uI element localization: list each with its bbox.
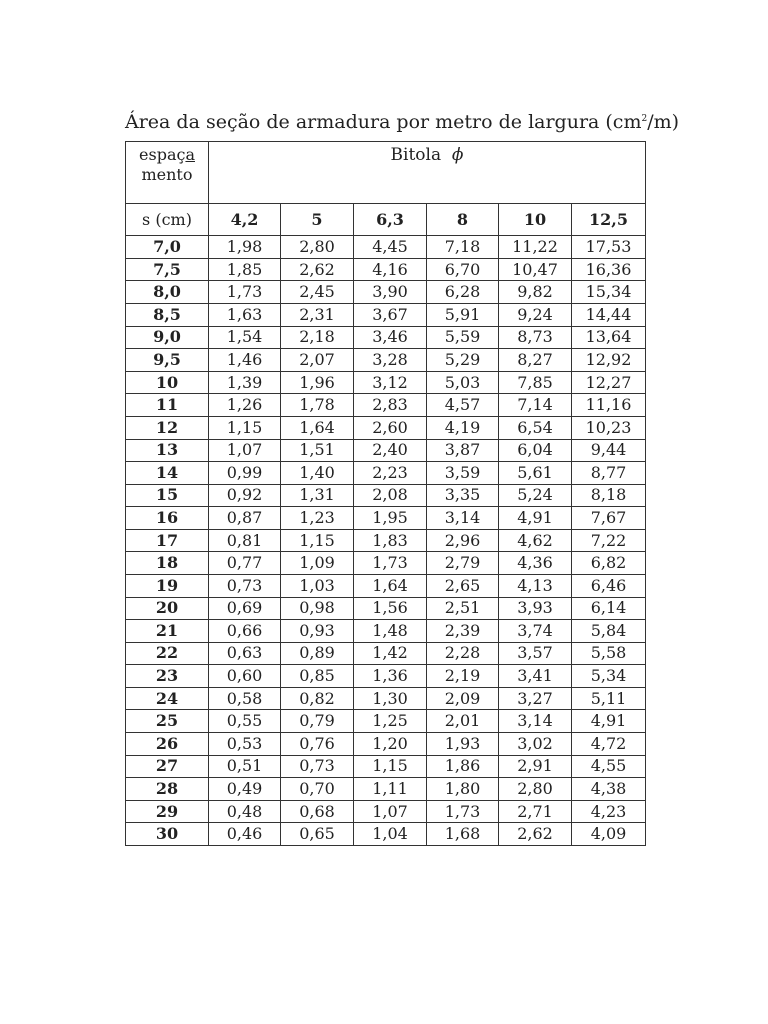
title-superscript: 2 [641,114,648,124]
area-cell: 15,34 [572,281,646,304]
area-cell: 4,72 [572,733,646,756]
area-cell: 1,15 [354,755,427,778]
area-cell: 1,11 [354,778,427,801]
area-cell: 14,44 [572,304,646,327]
area-cell: 0,77 [209,552,281,575]
table-body [126,236,646,846]
area-cell: 2,96 [427,529,499,552]
table-row [126,687,646,710]
area-cell: 1,64 [354,574,427,597]
area-cell: 2,62 [499,823,572,846]
table-row [126,258,646,281]
area-cell: 0,79 [281,710,354,733]
area-cell: 1,03 [281,574,354,597]
area-cell: 1,39 [209,371,281,394]
area-cell: 1,31 [281,484,354,507]
spacing-cell: 11 [126,394,209,417]
table-row [126,800,646,823]
area-cell: 1,96 [281,371,354,394]
area-cell: 17,53 [572,236,646,259]
area-cell: 0,58 [209,687,281,710]
table-row [126,529,646,552]
area-cell: 2,79 [427,552,499,575]
area-cell: 0,68 [281,800,354,823]
area-cell: 3,14 [427,507,499,530]
spacing-cell: 21 [126,620,209,643]
area-cell: 0,70 [281,778,354,801]
area-cell: 1,30 [354,687,427,710]
area-cell: 10,47 [499,258,572,281]
area-cell: 6,04 [499,439,572,462]
phi-symbol: ϕ [451,145,464,165]
area-cell: 0,53 [209,733,281,756]
spacing-cell: 25 [126,710,209,733]
area-cell: 8,73 [499,326,572,349]
area-cell: 5,29 [427,349,499,372]
area-cell: 6,70 [427,258,499,281]
diameter-header: 5 [281,204,354,236]
spacing-cell: 14 [126,462,209,485]
area-cell: 2,80 [281,236,354,259]
area-cell: 6,46 [572,574,646,597]
spacing-cell: 12 [126,416,209,439]
spacing-cell: 7,0 [126,236,209,259]
table-row [126,552,646,575]
area-cell: 8,77 [572,462,646,485]
spacing-header-cell: espaça mento [126,142,209,204]
diameter-header: 8 [427,204,499,236]
area-cell: 0,63 [209,642,281,665]
area-cell: 9,24 [499,304,572,327]
area-cell: 1,25 [354,710,427,733]
area-cell: 3,67 [354,304,427,327]
area-cell: 0,73 [281,755,354,778]
area-cell: 5,24 [499,484,572,507]
diameter-header: 12,5 [572,204,646,236]
area-cell: 5,61 [499,462,572,485]
area-cell: 0,92 [209,484,281,507]
area-cell: 6,54 [499,416,572,439]
table-row [126,462,646,485]
area-cell: 0,46 [209,823,281,846]
area-cell: 2,08 [354,484,427,507]
area-cell: 1,36 [354,665,427,688]
area-cell: 0,49 [209,778,281,801]
area-cell: 4,62 [499,529,572,552]
area-cell: 1,85 [209,258,281,281]
table-row [126,755,646,778]
area-cell: 2,31 [281,304,354,327]
spacing-cell: 8,5 [126,304,209,327]
table-row [126,349,646,372]
area-cell: 0,65 [281,823,354,846]
area-cell: 1,23 [281,507,354,530]
area-cell: 2,01 [427,710,499,733]
spacing-cell: 20 [126,597,209,620]
diameter-header: 10 [499,204,572,236]
area-cell: 2,91 [499,755,572,778]
area-cell: 10,23 [572,416,646,439]
area-cell: 6,82 [572,552,646,575]
area-cell: 4,45 [354,236,427,259]
spacing-cell: 10 [126,371,209,394]
area-cell: 9,44 [572,439,646,462]
area-cell: 2,83 [354,394,427,417]
area-cell: 4,55 [572,755,646,778]
area-cell: 4,19 [427,416,499,439]
area-cell: 0,55 [209,710,281,733]
area-cell: 11,22 [499,236,572,259]
spacing-cell: 26 [126,733,209,756]
title-text: Área da seção de armadura por metro de largura (cm [125,111,642,133]
table-row [126,394,646,417]
area-cell: 5,11 [572,687,646,710]
reinforcement-area-table [125,141,646,846]
spacing-cell: 28 [126,778,209,801]
area-cell: 3,27 [499,687,572,710]
area-cell: 12,92 [572,349,646,372]
area-cell: 3,90 [354,281,427,304]
area-cell: 2,40 [354,439,427,462]
area-cell: 0,89 [281,642,354,665]
area-cell: 4,36 [499,552,572,575]
area-cell: 1,73 [427,800,499,823]
spacing-cell: 7,5 [126,258,209,281]
area-cell: 1,98 [209,236,281,259]
area-cell: 3,87 [427,439,499,462]
spacing-cell: 23 [126,665,209,688]
area-cell: 0,60 [209,665,281,688]
area-cell: 1,54 [209,326,281,349]
spacing-cell: 29 [126,800,209,823]
spacing-cell: 8,0 [126,281,209,304]
area-cell: 3,46 [354,326,427,349]
area-cell: 7,22 [572,529,646,552]
area-cell: 1,40 [281,462,354,485]
area-cell: 4,09 [572,823,646,846]
area-cell: 1,15 [281,529,354,552]
area-cell: 5,58 [572,642,646,665]
table-row [126,236,646,259]
area-cell: 0,51 [209,755,281,778]
bitola-header-cell [209,142,646,204]
area-cell: 3,02 [499,733,572,756]
area-cell: 4,38 [572,778,646,801]
table-row [126,484,646,507]
area-cell: 3,74 [499,620,572,643]
area-cell: 4,23 [572,800,646,823]
area-cell: 3,14 [499,710,572,733]
header-row-top [126,142,646,204]
spacing-cell: 9,0 [126,326,209,349]
spacing-cell: 17 [126,529,209,552]
area-cell: 5,59 [427,326,499,349]
area-cell: 0,98 [281,597,354,620]
table-row [126,574,646,597]
area-cell: 1,48 [354,620,427,643]
spacing-cell: 9,5 [126,349,209,372]
area-cell: 2,39 [427,620,499,643]
table-row [126,416,646,439]
table-row [126,304,646,327]
area-cell: 0,76 [281,733,354,756]
table-row [126,620,646,643]
area-cell: 7,14 [499,394,572,417]
spacing-cell: 27 [126,755,209,778]
area-cell: 1,07 [209,439,281,462]
area-cell: 1,93 [427,733,499,756]
area-cell: 3,28 [354,349,427,372]
table-row [126,733,646,756]
area-cell: 3,57 [499,642,572,665]
spacing-cell: 22 [126,642,209,665]
title-unit-end: /m) [647,111,680,133]
area-cell: 3,35 [427,484,499,507]
table-row [126,665,646,688]
area-cell: 1,80 [427,778,499,801]
area-cell: 1,07 [354,800,427,823]
table-row [126,597,646,620]
diameter-header: 6,3 [354,204,427,236]
area-cell: 7,85 [499,371,572,394]
table-row [126,778,646,801]
table-row [126,371,646,394]
area-cell: 5,03 [427,371,499,394]
area-cell: 4,91 [572,710,646,733]
table-row [126,710,646,733]
bitola-label: Bitola [390,145,442,165]
area-cell: 2,23 [354,462,427,485]
area-cell: 4,13 [499,574,572,597]
table-row [126,823,646,846]
spacing-cell: 18 [126,552,209,575]
area-cell: 13,64 [572,326,646,349]
spacing-cell: 13 [126,439,209,462]
table-row [126,642,646,665]
area-cell: 2,09 [427,687,499,710]
area-cell: 9,82 [499,281,572,304]
area-cell: 1,95 [354,507,427,530]
area-cell: 8,27 [499,349,572,372]
area-cell: 2,18 [281,326,354,349]
area-cell: 12,27 [572,371,646,394]
area-cell: 1,64 [281,416,354,439]
area-cell: 1,09 [281,552,354,575]
table-row [126,439,646,462]
area-cell: 4,16 [354,258,427,281]
area-cell: 0,73 [209,574,281,597]
area-cell: 1,56 [354,597,427,620]
area-cell: 2,80 [499,778,572,801]
area-cell: 0,99 [209,462,281,485]
area-cell: 5,84 [572,620,646,643]
area-cell: 1,46 [209,349,281,372]
area-cell: 11,16 [572,394,646,417]
area-cell: 3,59 [427,462,499,485]
spacing-cell: 30 [126,823,209,846]
area-cell: 1,04 [354,823,427,846]
area-cell: 4,91 [499,507,572,530]
area-cell: 2,45 [281,281,354,304]
area-cell: 0,93 [281,620,354,643]
area-cell: 2,19 [427,665,499,688]
area-cell: 1,15 [209,416,281,439]
area-cell: 2,51 [427,597,499,620]
area-cell: 3,41 [499,665,572,688]
area-cell: 1,63 [209,304,281,327]
s-cm-header: s (cm) [126,204,209,236]
table-row [126,326,646,349]
header-row-diameters [126,204,646,236]
area-cell: 1,20 [354,733,427,756]
area-cell: 7,18 [427,236,499,259]
area-cell: 3,93 [499,597,572,620]
area-cell: 0,69 [209,597,281,620]
spacing-cell: 24 [126,687,209,710]
area-cell: 2,62 [281,258,354,281]
table-row [126,507,646,530]
spacing-cell: 19 [126,574,209,597]
area-cell: 16,36 [572,258,646,281]
area-cell: 2,07 [281,349,354,372]
area-cell: 1,86 [427,755,499,778]
area-cell: 1,73 [209,281,281,304]
table-title [125,111,680,133]
area-cell: 0,87 [209,507,281,530]
area-cell: 1,78 [281,394,354,417]
spacing-cell: 16 [126,507,209,530]
area-cell: 2,65 [427,574,499,597]
area-cell: 2,71 [499,800,572,823]
area-cell: 8,18 [572,484,646,507]
area-cell: 7,67 [572,507,646,530]
table-row [126,281,646,304]
area-cell: 1,26 [209,394,281,417]
area-cell: 0,48 [209,800,281,823]
area-cell: 3,12 [354,371,427,394]
area-cell: 0,85 [281,665,354,688]
area-cell: 0,66 [209,620,281,643]
area-cell: 1,83 [354,529,427,552]
area-cell: 4,57 [427,394,499,417]
area-cell: 6,28 [427,281,499,304]
area-cell: 1,42 [354,642,427,665]
area-cell: 0,81 [209,529,281,552]
area-cell: 5,34 [572,665,646,688]
diameter-header: 4,2 [209,204,281,236]
area-cell: 1,51 [281,439,354,462]
area-cell: 6,14 [572,597,646,620]
area-cell: 1,68 [427,823,499,846]
spacing-cell: 15 [126,484,209,507]
area-cell: 1,73 [354,552,427,575]
area-cell: 2,28 [427,642,499,665]
area-cell: 0,82 [281,687,354,710]
area-cell: 2,60 [354,416,427,439]
area-cell: 5,91 [427,304,499,327]
